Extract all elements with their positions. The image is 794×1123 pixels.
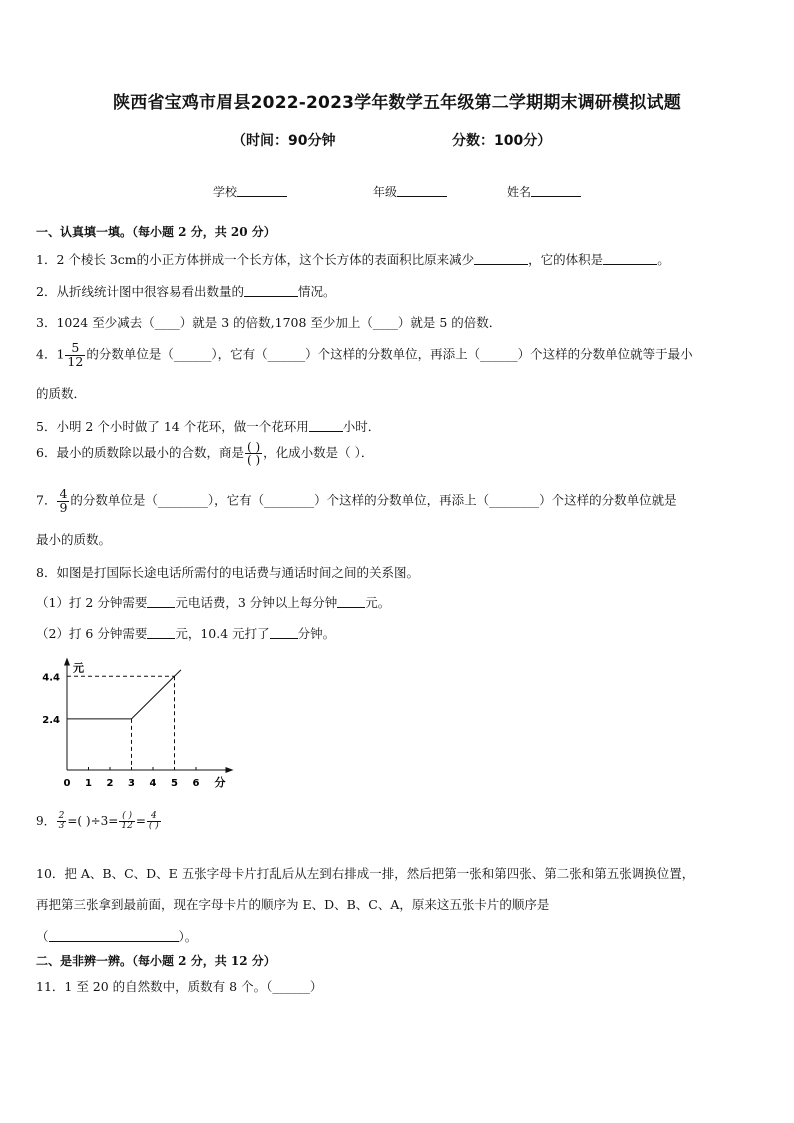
q9-fraction-1	[57, 812, 67, 831]
q4-line-2: 的质数．	[36, 386, 87, 401]
q7-fraction	[57, 488, 69, 514]
question-5	[36, 417, 380, 435]
q10-line-2: 再把第三张拿到最前面，现在字母卡片的顺序为 E、D、B、C、A，原来这五张卡片的顺序是	[36, 897, 550, 912]
q8-p2-text-b: 元，10.4 元打了	[175, 626, 270, 641]
q8-p1-text-c: 元。	[365, 595, 391, 610]
q10-line-3	[36, 927, 197, 945]
phone-fee-chart	[30, 650, 250, 798]
q7-line-1: 的分数单位是（________），它有（________）个这样的分数单位，再添上（________）个这样的分数单位就是	[70, 492, 677, 508]
q7-numerator: 4	[59, 486, 68, 501]
q8-p2-text-a: （2）打 6 分钟需要	[36, 626, 148, 641]
question-9	[36, 812, 162, 831]
x-axis-arrow	[226, 767, 234, 773]
question-8: 8．如图是打国际长途电话所需付的电话费与通话时间之间的关系图。	[36, 565, 419, 580]
q6-denominator: ( )	[246, 453, 261, 467]
q2-blank[interactable]	[244, 284, 298, 297]
q4-numerator: 5	[71, 340, 80, 355]
q9-f2-numerator: ( )	[122, 811, 133, 821]
q1-text-c: 。	[657, 252, 670, 267]
q9-equals: =	[135, 814, 146, 828]
q8-p1-blank-2[interactable]	[337, 595, 365, 608]
q7-prefix: 7．	[36, 492, 57, 508]
question-11: 11．1 至 20 的自然数中，质数有 8 个。（______）	[36, 979, 323, 994]
q8-p2-blank-2[interactable]	[270, 626, 298, 639]
q10-open-paren: （	[36, 929, 49, 944]
q4-fraction	[65, 342, 85, 368]
exam-time: （时间：90分钟	[232, 133, 336, 149]
q8-p2-blank-1[interactable]	[147, 626, 175, 639]
y-tick-label: 4.4	[42, 672, 60, 684]
x-axis-label: 分	[214, 776, 226, 789]
q1-text-a: 1．2 个棱长 3cm的小正方体拼成一个长方体，这个长方体的表面积比原来减少	[36, 252, 475, 267]
name-label: 姓名	[507, 185, 532, 199]
q8-p1-text-a: （1）打 2 分钟需要	[36, 595, 148, 610]
school-field	[213, 183, 287, 200]
section-1-heading: 一、认真填一填。（每小题 2 分，共 20 分）	[36, 225, 276, 239]
exam-score: 分数：100分）	[452, 133, 552, 149]
question-2	[36, 282, 335, 300]
q10-close-paren: ）。	[178, 929, 198, 944]
x-tick-label: 1	[85, 778, 92, 789]
q4-line-1: 的分数单位是（______），它有（______）个这样的分数单位，再添上（______）个这样的分数单位就等于最小	[86, 346, 693, 362]
q5-text-b: 小时．	[342, 419, 381, 434]
grade-label: 年级	[373, 185, 398, 199]
q6-fraction	[245, 441, 262, 466]
q5-text-a: 5．小明 2 个小时做了 14 个花环，做一个花环用	[36, 419, 309, 434]
series-line	[67, 670, 181, 719]
y-axis-arrow	[64, 658, 70, 666]
question-6	[36, 441, 373, 466]
q9-f1-denominator: 3	[58, 821, 65, 831]
x-tick-label: 0	[63, 778, 71, 789]
q1-blank-1[interactable]	[474, 252, 528, 265]
x-tick-label: 5	[171, 778, 178, 789]
question-10: 10．把 A、B、C、D、E 五张字母卡片打乱后从左到右排成一排，然后把第一张和第四张、第二张和第五张调换位置，	[36, 866, 695, 881]
name-field	[507, 183, 581, 200]
x-tick-label: 6	[192, 778, 200, 789]
q7-denominator: 9	[59, 499, 68, 515]
y-axis-label: 元	[73, 661, 84, 675]
q8-p1-blank-1[interactable]	[147, 595, 175, 608]
section-2-heading: 二、是非辨一辨。（每小题 2 分，共 12 分）	[36, 954, 276, 968]
q6-numerator: ( )	[246, 440, 261, 454]
q9-f3-denominator: ( )	[148, 821, 159, 831]
q9-fraction-3	[147, 812, 161, 831]
y-tick-label: 2.4	[42, 714, 60, 726]
q4-denominator: 12	[67, 353, 84, 369]
q9-fraction-2	[119, 812, 134, 831]
q9-f3-numerator: 4	[150, 811, 157, 821]
school-blank[interactable]	[237, 184, 287, 197]
q5-blank[interactable]	[309, 419, 343, 432]
q6-text-a: 6．最小的质数除以最小的合数，商是	[36, 445, 244, 460]
q2-text-a: 2．从折线统计图中很容易看出数量的	[36, 284, 244, 299]
name-blank[interactable]	[531, 184, 581, 197]
q9-middle: =( )÷3=	[67, 814, 119, 828]
q8-part-2	[36, 624, 335, 642]
q2-text-b: 情况。	[297, 284, 336, 299]
question-1	[36, 250, 670, 268]
x-tick-label: 4	[149, 778, 157, 789]
question-3: 3．1024 至少减去（____）就是 3 的倍数,1708 至少加上（____）就是 5 的倍数．	[36, 315, 502, 330]
question-7	[36, 488, 677, 514]
school-label: 学校	[213, 185, 238, 199]
q8-part-1	[36, 593, 390, 611]
page-title: 陕西省宝鸡市眉县2022-2023学年数学五年级第二学期期末调研模拟试题	[113, 93, 681, 113]
q9-prefix: 9．	[36, 814, 56, 828]
question-4	[36, 342, 693, 368]
q1-text-b: ，它的体积是	[528, 252, 604, 267]
q7-line-2: 最小的质数。	[36, 532, 112, 547]
q8-p1-text-b: 元电话费，3 分钟以上每分钟	[175, 595, 338, 610]
q10-blank[interactable]	[49, 929, 179, 942]
x-tick-label: 3	[128, 778, 135, 789]
q9-f2-denominator: 12	[121, 821, 133, 831]
grade-field	[373, 183, 447, 200]
q6-text-b: ，化成小数是（ ）．	[263, 445, 374, 460]
grade-blank[interactable]	[397, 184, 447, 197]
q1-blank-2[interactable]	[603, 252, 657, 265]
q9-f1-numerator: 2	[58, 811, 65, 821]
q4-prefix: 4．1	[36, 346, 65, 362]
q8-p2-text-c: 分钟。	[297, 626, 336, 641]
x-tick-label: 2	[106, 778, 114, 789]
